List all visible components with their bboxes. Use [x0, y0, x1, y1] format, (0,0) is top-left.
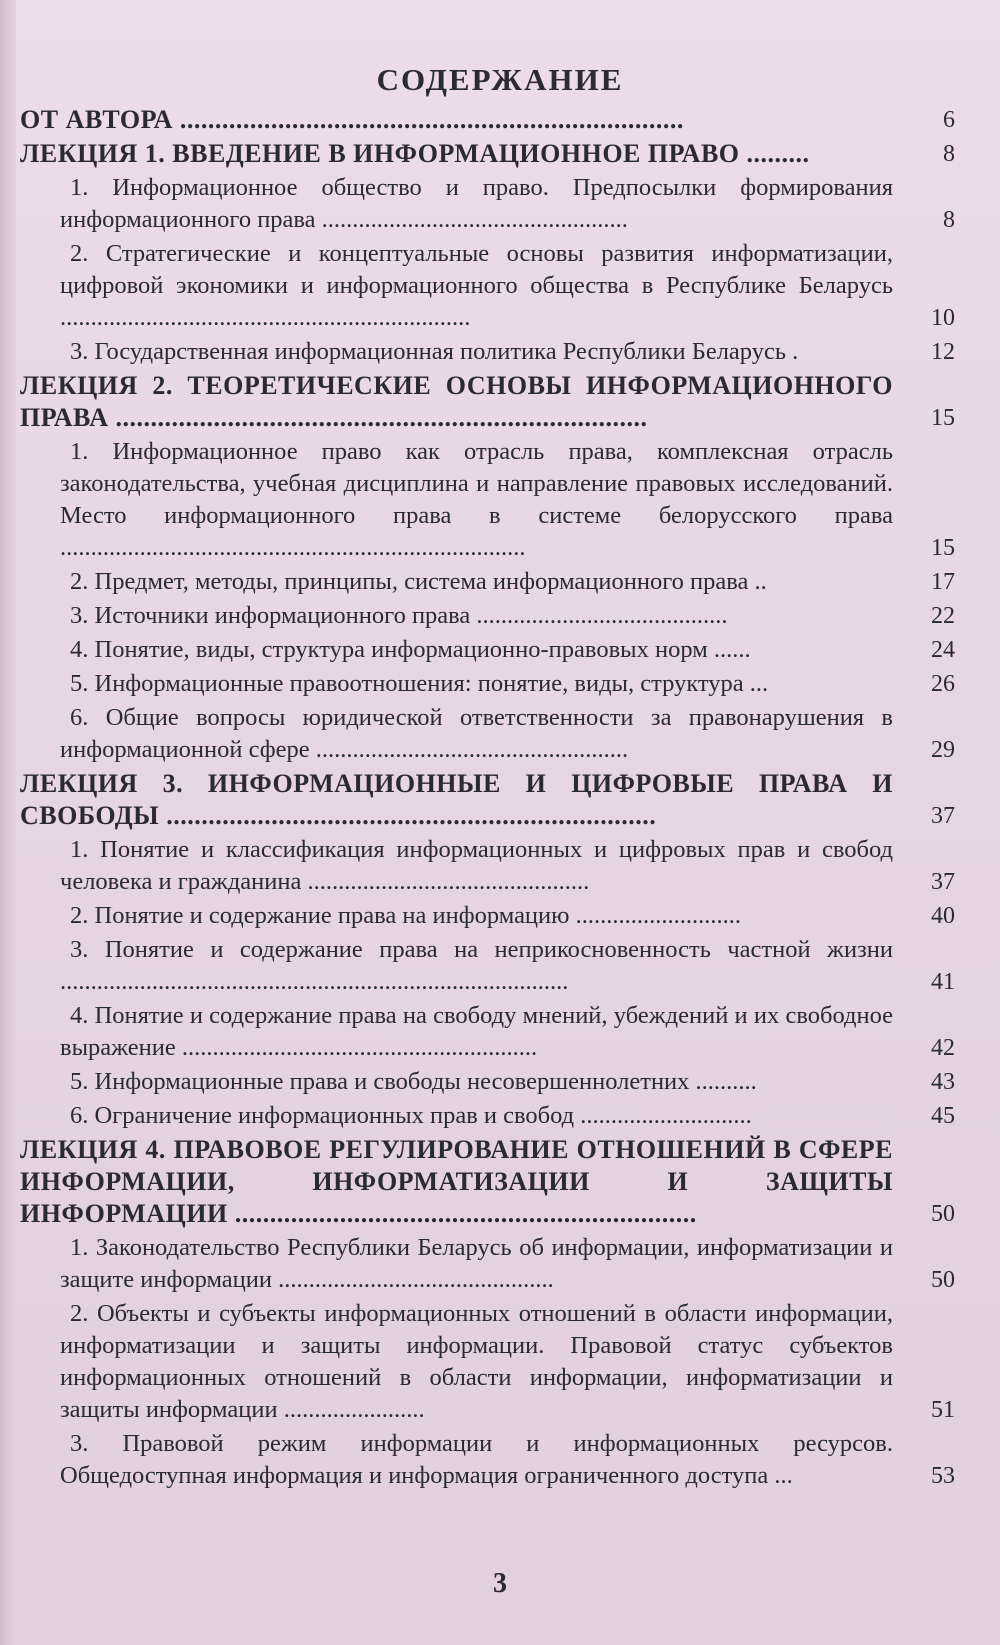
toc-lecture-entry	[20, 138, 955, 170]
toc-lecture-entry	[20, 1134, 955, 1230]
toc-entry-title: ЛЕКЦИЯ 1. ВВЕДЕНИЕ В ИНФОРМАЦИОННОЕ ПРАВО .........	[20, 139, 810, 168]
toc-entry-title: 4. Понятие и содержание права на свободу мнений, убеждений и их свободное выражение ..........................................................	[60, 1002, 893, 1061]
toc-entry-page: 50	[931, 1267, 955, 1293]
page-number: 3	[493, 1568, 507, 1599]
toc-section-entry	[20, 1100, 955, 1132]
toc-entry-page: 10	[931, 305, 955, 331]
table-of-contents	[20, 104, 955, 1494]
toc-section-entry	[20, 238, 955, 334]
toc-entry-page: 15	[931, 405, 955, 431]
toc-entry-page: 42	[931, 1035, 955, 1061]
page-title: СОДЕРЖАНИЕ	[376, 62, 624, 97]
toc-entry-title: 6. Общие вопросы юридической ответственности за правонарушения в информационной сфере ...................................................	[60, 704, 893, 763]
toc-section-entry	[20, 668, 955, 700]
toc-entry-title: 2. Понятие и содержание права на информацию ...........................	[70, 902, 741, 929]
toc-section-entry	[20, 436, 955, 564]
toc-section-entry	[20, 336, 955, 368]
toc-lecture-entry	[20, 370, 955, 434]
toc-entry-page: 37	[931, 869, 955, 895]
toc-entry-page: 41	[931, 969, 955, 995]
toc-entry-title: 3. Источники информационного права .........................................	[70, 602, 728, 629]
toc-entry-title: 1. Информационное право как отрасль права, комплексная отрасль законодательства, учебная дисциплина и направление правовых исследований. Место информационного права в системе белорусского права ............................................................................	[60, 438, 893, 561]
toc-entry-title: 4. Понятие, виды, структура информационно-правовых норм ......	[70, 636, 751, 663]
toc-entry-page: 43	[931, 1069, 955, 1095]
toc-section-entry	[20, 1066, 955, 1098]
toc-section-entry	[20, 172, 955, 236]
toc-section-entry	[20, 834, 955, 898]
toc-section-entry	[20, 1298, 955, 1426]
toc-entry-page: 8	[943, 141, 955, 167]
toc-entry-page: 53	[931, 1463, 955, 1489]
toc-entry-title: 2. Стратегические и концептуальные основы развития информатизации, цифровой экономики и информационного общества в Республике Беларусь ...................................................................	[60, 240, 893, 331]
toc-entry-page: 51	[931, 1397, 955, 1423]
toc-section-entry	[20, 1000, 955, 1064]
toc-entry-title: 2. Предмет, методы, принципы, система информационного права ..	[70, 568, 767, 595]
toc-entry-title: 5. Информационные правоотношения: понятие, виды, структура ...	[70, 670, 769, 697]
toc-entry-title: 1. Законодательство Республики Беларусь об информации, информатизации и защите информации .............................................	[60, 1234, 893, 1293]
toc-section-entry	[20, 566, 955, 598]
toc-entry-page: 45	[931, 1103, 955, 1129]
toc-section-entry	[20, 702, 955, 766]
toc-entry-title: ЛЕКЦИЯ 3. ИНФОРМАЦИОННЫЕ И ЦИФРОВЫЕ ПРАВА И СВОБОДЫ ......................................................................	[20, 769, 893, 830]
toc-entry-page: 40	[931, 903, 955, 929]
toc-entry-page: 6	[943, 107, 955, 133]
page-edge	[0, 0, 16, 1645]
toc-entry-title: 3. Государственная информационная политика Республики Беларусь .	[70, 338, 799, 365]
toc-entry-title: 6. Ограничение информационных прав и свобод ............................	[70, 1102, 752, 1129]
toc-entry-title: ЛЕКЦИЯ 4. ПРАВОВОЕ РЕГУЛИРОВАНИЕ ОТНОШЕНИЙ В СФЕРЕ ИНФОРМАЦИИ, ИНФОРМАТИЗАЦИИ И ЗАЩИТЫ ИНФОРМАЦИИ ..................................................................	[20, 1135, 893, 1228]
toc-entry-title: ОТ АВТОРА ........................................................................	[20, 105, 684, 134]
toc-entry-title: 1. Понятие и классификация информационных и цифровых прав и свобод человека и гражданина ..............................................	[60, 836, 893, 895]
toc-entry-page: 29	[931, 737, 955, 763]
toc-entry-page: 26	[931, 671, 955, 697]
toc-entry-page: 12	[931, 339, 955, 365]
toc-section-entry	[20, 900, 955, 932]
toc-section-entry	[20, 1428, 955, 1492]
toc-entry-page: 8	[943, 207, 955, 233]
toc-entry-page: 37	[931, 803, 955, 829]
toc-entry-page: 17	[931, 569, 955, 595]
toc-entry-page: 15	[931, 535, 955, 561]
toc-entry-title: 5. Информационные права и свободы несовершеннолетних ..........	[70, 1068, 757, 1095]
toc-entry-title: 3. Понятие и содержание права на неприкосновенность частной жизни ...................................................................................	[60, 936, 893, 995]
toc-entry-title: 2. Объекты и субъекты информационных отношений в области информации, информатизации и защиты информации. Правовой статус субъектов информационных отношений в области информации, информатизации и защиты информации .......................	[60, 1300, 893, 1423]
toc-lecture-entry	[20, 104, 955, 136]
toc-entry-title: ЛЕКЦИЯ 2. ТЕОРЕТИЧЕСКИЕ ОСНОВЫ ИНФОРМАЦИОННОГО ПРАВА ............................................................................	[20, 371, 893, 432]
toc-entry-title: 1. Информационное общество и право. Предпосылки формирования информационного права ..................................................	[60, 174, 893, 233]
toc-section-entry	[20, 634, 955, 666]
toc-section-entry	[20, 1232, 955, 1296]
toc-entry-page: 50	[931, 1201, 955, 1227]
toc-section-entry	[20, 600, 955, 632]
toc-section-entry	[20, 934, 955, 998]
toc-entry-page: 24	[931, 637, 955, 663]
toc-entry-page: 22	[931, 603, 955, 629]
toc-lecture-entry	[20, 768, 955, 832]
toc-entry-title: 3. Правовой режим информации и информационных ресурсов. Общедоступная информация и информация ограниченного доступа ...	[60, 1430, 893, 1489]
